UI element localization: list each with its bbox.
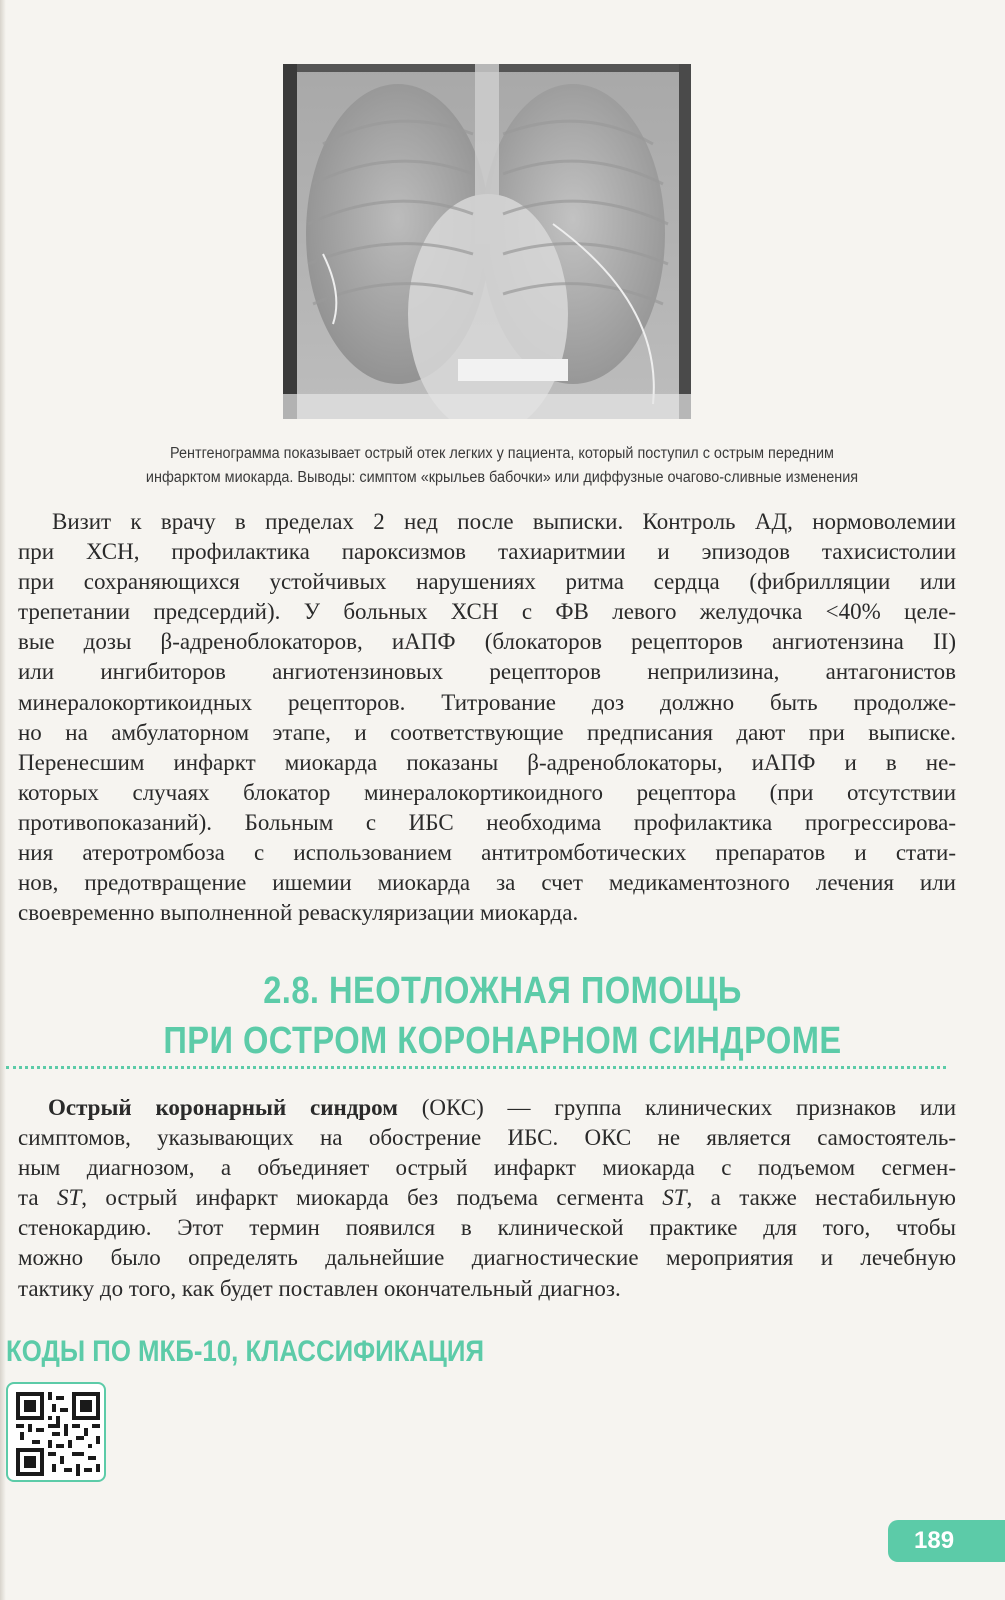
text-line — [18, 1093, 956, 1123]
text-line: можно было определять дальнейшие диагностические мероприятия и лечебную — [18, 1245, 956, 1271]
st-italic: ST — [662, 1185, 687, 1211]
text-line: или ингибиторов ангиотензиновых рецепторов неприлизина, антагонистов — [18, 659, 956, 685]
section-title-line-2: ПРИ ОСТРОМ КОРОНАРНОМ СИНДРОМЕ — [163, 1020, 842, 1062]
text-line: ным диагнозом, а объединяет острый инфаркт миокарда с подъемом сегмен- — [18, 1155, 956, 1181]
text-line: стенокардию. Этот термин появился в клинической практике для того, чтобы — [18, 1215, 956, 1241]
text-line: нов, предотвращение ишемии миокарда за счет медикаментозного лечения или — [18, 870, 956, 896]
definition-paragraph — [18, 1093, 956, 1304]
chest-xray-image — [283, 64, 691, 419]
text-fragment: , острый инфаркт миокарда без подъема сегмента — [81, 1185, 663, 1211]
text-line: ния атеротромбоза с использованием антитромботических препаратов и стати- — [18, 840, 956, 866]
figure-caption — [56, 442, 949, 490]
text-fragment: (ОКС) — группа клинических признаков или — [397, 1095, 957, 1120]
text-line: минералокортикоидных рецепторов. Титрование доз должно быть продолже- — [18, 689, 956, 715]
subsection-title: КОДЫ ПО МКБ-10, КЛАССИФИКАЦИЯ — [6, 1335, 484, 1368]
qr-code-icon[interactable] — [6, 1382, 106, 1482]
caption-line: инфарктом миокарда. Выводы: симптом «крыльев бабочки» или диффузные очагово-сливные изменения — [145, 469, 859, 486]
text-line: трепетании предсердий). У больных ХСН с ФВ левого желудочка <40% целе- — [18, 599, 956, 625]
body-paragraph — [18, 507, 956, 928]
text-line: тактику до того, как будет поставлен окончательный диагноз. — [18, 1275, 621, 1301]
text-line: Перенесшим инфаркт миокарда показаны β-адреноблокаторы, иАПФ и в не- — [18, 749, 956, 775]
section-title-line-1: 2.8. НЕОТЛОЖНАЯ ПОМОЩЬ — [263, 970, 742, 1012]
text-line: симптомов, указывающих на обострение ИБС. ОКС не является самостоятель- — [18, 1125, 956, 1151]
dotted-divider — [6, 1066, 946, 1069]
text-fragment: та — [18, 1185, 57, 1211]
text-line: которых случаях блокатор минералокортикоидного рецептора (при отсутствии — [18, 779, 956, 805]
caption-line: Рентгенограмма показывает острый отек легких у пациента, который поступил с острым передним — [170, 445, 834, 462]
text-line: при сохраняющихся устойчивых нарушениях ритма сердца (фибрилляции или — [18, 569, 956, 595]
text-line: при ХСН, профилактика пароксизмов тахиаритмии и эпизодов тахисистолии — [18, 539, 956, 565]
text-line — [18, 1183, 956, 1213]
text-line: противопоказаний). Больным с ИБС необходима профилактика прогрессирова- — [18, 809, 956, 835]
term-bold: Острый коронарный синдром — [48, 1095, 398, 1120]
st-italic: ST — [56, 1185, 82, 1211]
text-line: вые дозы β-адреноблокаторов, иАПФ (блокаторов рецепторов ангиотензина II) — [18, 629, 956, 655]
text-line: Визит к врачу в пределах 2 нед после выписки. Контроль АД, нормоволемии — [52, 509, 956, 534]
page-number: 189 — [888, 1520, 1005, 1562]
text-line: своевременно выполненной реваскуляризации миокарда. — [18, 900, 579, 926]
text-fragment: , а также нестабильную — [686, 1185, 956, 1211]
text-line: но на амбулаторном этапе, и соответствующие предписания дают при выписке. — [18, 719, 956, 745]
